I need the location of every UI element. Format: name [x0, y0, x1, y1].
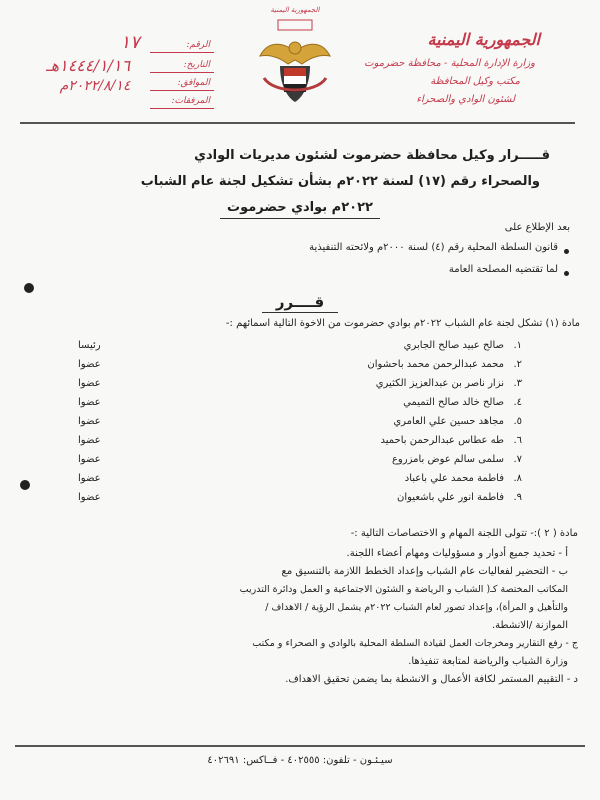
article2-heading: مادة ( ٢ ):- تتولى اللجنة المهام و الاختصاصات التالية :- — [350, 528, 578, 539]
meta-label-corresponding: الموافق: — [177, 78, 210, 88]
article2-line: ج - رفع التقارير ومخرجات العمل لقيادة السلطة المحلية بالوادي و الصحراء و مكتب — [252, 638, 578, 649]
article2-line: والتأهيل و المرأة)، وإعداد تصور لعام الشباب ٢٠٢٢م يشمل الرؤية / الاهداف / — [265, 602, 568, 613]
member-name: صالح خالد صالح التميمي — [403, 397, 504, 408]
meta-label-number: الرقم: — [186, 40, 210, 50]
meta-line — [150, 108, 214, 109]
meta-label-date: التاريخ: — [183, 60, 210, 70]
emblem-caption: الجمهورية اليمنية — [270, 6, 320, 14]
article2-line: وزارة الشباب والرياضة لمتابعة تنفيذها. — [408, 656, 568, 667]
header-office-sub: لشئون الوادي والصحراء — [416, 94, 515, 105]
member-role: عضوا — [78, 378, 101, 389]
decree-underline — [262, 312, 338, 313]
header-country: الجمهورية اليمنية — [427, 30, 540, 49]
preamble-intro: بعد الإطلاع على — [504, 222, 570, 233]
meta-value-number: ١٧ — [120, 32, 140, 53]
member-name: طه عطاس عبدالرحمن باحميد — [380, 435, 504, 446]
members-list — [0, 340, 600, 520]
meta-value-date: ١٤٤٤/١/١٦هـ — [45, 56, 131, 75]
punch-hole-icon — [20, 480, 30, 490]
member-name: صالح عبيد صالح الجابري — [403, 340, 504, 351]
meta-line — [150, 90, 214, 91]
member-number: ٣. — [513, 378, 522, 389]
article2-line: الموازنة /الانشطة. — [491, 620, 568, 631]
bullet-icon — [564, 271, 569, 276]
member-name: فاطمة محمد علي باعباد — [404, 473, 504, 484]
decision-title-line2: والصحراء رقم (١٧) لسنة ٢٠٢٢م بشأن تشكيل لجنة عام الشباب — [140, 174, 540, 189]
article2-line: د - التقييم المستمر لكافة الأعمال و الانشطة بما يضمن تحقيق الاهداف. — [285, 674, 578, 685]
article2-line: ب - التحضير لفعاليات عام الشباب وإعداد الخطط اللازمة بالتنسيق مع — [281, 566, 568, 577]
member-name: مجاهد حسين علي العامري — [393, 416, 504, 427]
decision-title-line3: ٢٠٢٢م بوادي حضرموت — [227, 200, 373, 215]
article2-line: المكاتب المختصة كـ( الشباب و الرياضة و الشئون الاجتماعية و العمل ودائرة التدريب — [239, 584, 568, 595]
preamble-item-1: قانون السلطة المحلية رقم (٤) لسنة ٢٠٠٠م ولائحته التنفيذية — [309, 242, 558, 253]
decision-title-line1: قـــــرار وكيل محافظة حضرموت لشئون مديريات الوادي — [194, 148, 550, 163]
member-role: عضوا — [78, 359, 101, 370]
eagle-emblem-icon — [250, 18, 340, 108]
member-role: عضوا — [78, 435, 101, 446]
member-role: عضوا — [78, 397, 101, 408]
member-name: نزار ناصر بن عبدالعزيز الكثيري — [375, 378, 504, 389]
member-role: رئيسا — [78, 340, 101, 351]
preamble-item-2: لما تقتضيه المصلحة العامة — [448, 264, 558, 275]
bullet-icon — [564, 249, 569, 254]
meta-value-corresponding: ٢٠٢٢/٨/١٤م — [59, 78, 131, 94]
footer-contact: سيـئـون - تلفون: ٤٠٢٥٥٥ - فــاكس: ٤٠٢٦٩١ — [207, 755, 393, 766]
member-number: ٩. — [513, 492, 522, 503]
member-role: عضوا — [78, 473, 101, 484]
member-name: فاطمة انور علي باشعيوان — [397, 492, 504, 503]
member-number: ٨. — [513, 473, 522, 484]
punch-hole-icon — [24, 283, 34, 293]
member-number: ٥. — [513, 416, 522, 427]
meta-line — [150, 52, 214, 53]
member-role: عضوا — [78, 492, 101, 503]
member-number: ٧. — [513, 454, 522, 465]
article2-line: أ - تحديد جميع أدوار و مسؤوليات ومهام أعضاء اللجنة. — [346, 548, 568, 559]
meta-label-attachments: المرفقات: — [171, 96, 210, 106]
decree-heading: قــــرر — [275, 293, 325, 311]
member-number: ٦. — [513, 435, 522, 446]
header-ministry: وزارة الإدارة المحلية - محافظة حضرموت — [364, 58, 535, 69]
member-number: ١. — [513, 340, 522, 351]
article1-text: مادة (١) تشكل لجنة عام الشباب ٢٠٢٢م بوادي حضرموت من الاخوة التالية اسمائهم :- — [225, 318, 580, 329]
meta-line — [150, 72, 214, 73]
title-underline — [220, 218, 380, 219]
header-divider — [20, 122, 575, 124]
footer-divider — [15, 745, 585, 747]
member-name: سلمى سالم عوض بامزروع — [391, 454, 504, 465]
member-number: ٤. — [513, 397, 522, 408]
member-role: عضوا — [78, 454, 101, 465]
member-name: محمد عبدالرحمن محمد باحشوان — [367, 359, 504, 370]
header-office: مكتب وكيل المحافظة — [430, 76, 520, 87]
member-number: ٢. — [513, 359, 522, 370]
member-role: عضوا — [78, 416, 101, 427]
